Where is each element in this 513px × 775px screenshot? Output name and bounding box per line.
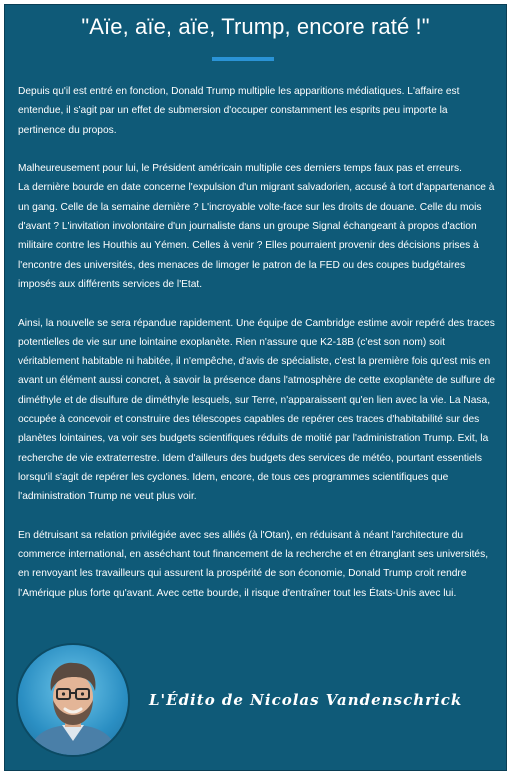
paragraph-exoplanet: Ainsi, la nouvelle se sera répandue rapidement. Une équipe de Cambridge estime avoir repéré des traces potentielles de vie sur une lointaine exoplanète. Rien n'assure que K2-18B (c'est son nom) soit véritablement habitable ni habitée, il n'empêche, d'avis de spécialiste, c'est la première fois qu'est mis en avant un élément aussi concret, à savoir la présence dans l'atmosphère de cette exoplanète de sulfure de diméthyle et de disulfure de diméthyle lesquels, sur Terre, n'apparaissent qu'en lien avec la vie. La Nasa, occupée à concevoir et construire des télescopes capables de repérer ces traces d'habitabilité sur des planètes lointaines, va voir ses budgets scientifiques réduits de moitié par l'administration Trump. Exit, la recherche de vie extraterrestre. Idem d'ailleurs des budgets des services de météo, pourtant essentiels lorsqu'il s'agit de repérer les cyclones. Idem, encore, de tous ces programmes scientifiques que l'administration Trump ne veut plus voir. <box>18 317 496 503</box>
author-avatar <box>18 645 128 755</box>
editorial-body <box>18 82 496 622</box>
paragraph-intro: Depuis qu'il est entré en fonction, Donald Trump multiplie les apparitions médiatiques. L'affaire est entendue, il s'agit par un effet de submersion d'occuper constamment les esprits peu importe la pertinence du propos. <box>18 86 460 136</box>
paragraph-conclusion: En détruisant sa relation privilégiée avec ses alliés (à l'Otan), en réduisant à néant l'architecture du commerce international, en asséchant tout financement de la recherche et en étranglant ses universités, en renvoyant les travailleurs qui assurent la prospérité de son économie, Donald Trump croit rendre l'Amérique plus forte qu'avant. Avec cette bourde, il risque d'entraîner tout les États-Unis avec lui. <box>18 529 489 599</box>
paragraph-latest-blunder: La dernière bourde en date concerne l'expulsion d'un migrant salvadorien, accusé à tort d'appartenance à un gang. Celle de la semaine dernière ? L'incroyable volte-face sur les droits de douane. Celle du mois d'avant ? L'invitation involontaire d'un journaliste dans un groupe Signal échangeant à propos d'action militaire contre les Houthis au Yémen. Celles à venir ? Elles pourraient provenir des décisions prises à l'encontre des universités, des menaces de limoger le patron de la FED ou des coupes budgétaires imposés aux différents services de l'Etat. <box>18 182 495 290</box>
editorial-title: "Aïe, aïe, aïe, Trump, encore raté !" <box>81 14 430 39</box>
title-underline <box>212 57 274 61</box>
paragraph-missteps: Malheureusement pour lui, le Président américain multiplie ces derniers temps faux pas et erreurs. <box>18 163 462 175</box>
author-portrait-icon <box>18 645 128 755</box>
editorial-card <box>4 4 507 771</box>
editorial-signature: L'Édito de Nicolas Vandenschrick <box>149 691 463 709</box>
